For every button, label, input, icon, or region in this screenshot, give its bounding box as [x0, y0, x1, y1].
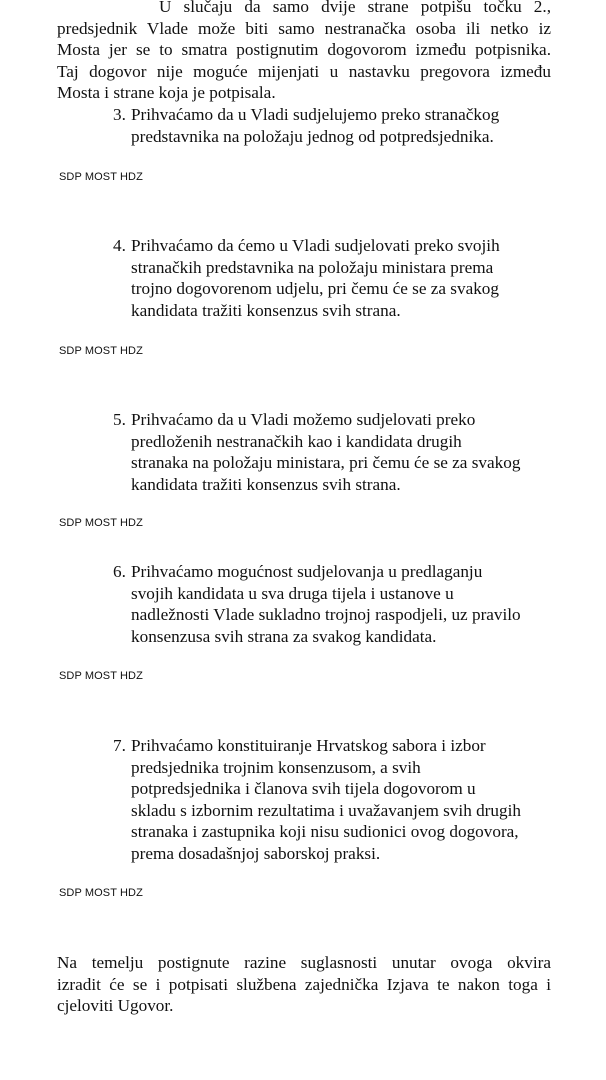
signature-line: SDP MOST HDZ [59, 517, 143, 529]
item-line: nadležnosti Vlade sukladno trojnoj raspodjeli, uz pravilo [131, 605, 521, 625]
item-text [113, 409, 553, 495]
list-item-7 [113, 735, 553, 865]
item-line: Prihvaćamo da u Vladi možemo sudjelovati preko [131, 410, 476, 429]
item-line: predloženih nestranačkih kao i kandidata drugih [131, 431, 462, 451]
item-line: predsjednika trojnim konsenzusom, a svih [131, 757, 421, 777]
item-line: Prihvaćamo da u Vladi sudjelujemo preko stranačkog [131, 105, 500, 124]
signature-line: SDP MOST HDZ [59, 171, 143, 183]
signature-line: SDP MOST HDZ [59, 670, 143, 682]
item-line: predstavnika na položaju jednog od potpredsjednika. [131, 126, 494, 146]
intro-line: Mosta jer se to smatra postignutim dogovorom između potpisnika. [57, 40, 551, 60]
list-item-4 [113, 235, 553, 321]
closing-line: izradit će se i potpisati službena zajednička Izjava te nakon toga i [57, 974, 551, 994]
intro-line: U slučaju da samo dvije strane potpišu točku 2., [159, 0, 551, 16]
item-line: konsenzusa svih strana za svakog kandidata. [131, 626, 437, 646]
intro-line: Taj dogovor nije moguće mijenjati u nastavku pregovora između [57, 61, 551, 81]
item-line: stranačkih predstavnika na položaju ministara prema [131, 257, 494, 277]
closing-line: cjeloviti Ugovor. [57, 996, 174, 1016]
item-number: 3. [113, 105, 126, 124]
item-number: 7. [113, 736, 126, 755]
signature-line: SDP MOST HDZ [59, 887, 143, 899]
closing-line: Na temelju postignute razine suglasnosti unutar ovoga okvira [57, 953, 551, 972]
item-line: skladu s izbornim rezultatima i uvažavanjem svih drugih [131, 800, 521, 820]
item-line: kandidata tražiti konsenzus svih strana. [131, 300, 401, 320]
item-line: prema dosadašnjoj saborskoj praksi. [131, 843, 381, 863]
item-text [113, 735, 553, 865]
item-number: 4. [113, 236, 126, 255]
item-text [113, 561, 553, 647]
item-line: Prihvaćamo da ćemo u Vladi sudjelovati preko svojih [131, 236, 500, 255]
item-line: svojih kandidata u sva druga tijela i ustanove u [131, 583, 454, 603]
item-number: 5. [113, 410, 126, 429]
item-line: trojno dogovorenom udjelu, pri čemu će se za svakog [131, 279, 499, 299]
item-line: Prihvaćamo mogućnost sudjelovanja u predlaganju [131, 562, 483, 581]
list-item-3 [113, 104, 553, 147]
list-item-6 [113, 561, 553, 647]
item-line: stranaka na položaju ministara, pri čemu će se za svakog [131, 453, 521, 473]
item-line: Prihvaćamo konstituiranje Hrvatskog sabora i izbor [131, 736, 486, 755]
item-text [113, 104, 553, 147]
item-number: 6. [113, 562, 126, 581]
item-line: potpredsjednika i članova svih tijela dogovorom u [131, 779, 476, 799]
item-line: stranaka i zastupnika koji nisu sudionici ovog dogovora, [131, 822, 519, 842]
signature-line: SDP MOST HDZ [59, 345, 143, 357]
list-item-5 [113, 409, 553, 495]
intro-line: Mosta i strane koja je potpisala. [57, 83, 276, 103]
intro-line: predsjednik Vlade može biti samo nestranačka osoba ili netko iz [57, 18, 551, 38]
closing-paragraph [57, 952, 551, 1017]
item-line: kandidata tražiti konsenzus svih strana. [131, 474, 401, 494]
item-text [113, 235, 553, 321]
intro-paragraph [57, 0, 551, 104]
